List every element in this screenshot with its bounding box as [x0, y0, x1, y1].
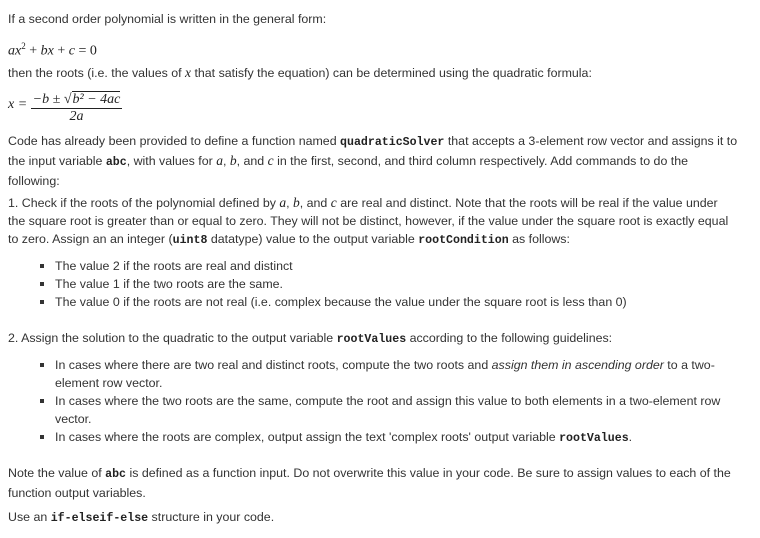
step1-list: [40, 257, 738, 311]
text: are real and distinct. Note that the roots will be real if the value under the square root is greater than or equal to zero. They will not be distinct, however, if the value under the square root is exactly equal to zero. Assign an an integer (: [8, 196, 729, 246]
note-paragraph: [8, 464, 738, 502]
text: according to the following guidelines:: [406, 331, 613, 345]
plus-sign: +: [53, 43, 69, 59]
list-item: The value 0 if the roots are not real (i.e. complex because the value under the square root is less than 0): [40, 293, 738, 311]
coef-b: b: [40, 43, 48, 59]
function-name: quadraticSolver: [340, 136, 445, 149]
text: that accepts a 3-element row vector and assigns it to the input variable: [8, 134, 738, 168]
var-x: x: [15, 43, 22, 59]
intro-text: If a second order polynomial is written in the general form:: [8, 12, 327, 26]
var-b: b: [229, 153, 237, 168]
general-form-equation: [8, 37, 738, 61]
input-variable: abc: [105, 156, 127, 169]
text: 1. Check if the roots of the polynomial defined by: [8, 196, 280, 210]
var-a: a: [279, 195, 287, 210]
list-item: [40, 356, 738, 392]
list-item: In cases where the two roots are the same, compute the root and assign this value to both elements in a two-element row vector.: [40, 392, 738, 428]
text: in the first, second, and third column respectively. Add commands to do the following:: [8, 154, 689, 188]
code-provided-paragraph: [8, 132, 738, 190]
text: structure in your code.: [148, 510, 275, 524]
text: to a two-element row vector.: [55, 358, 715, 390]
step2-list: [40, 356, 738, 448]
text: as follows:: [508, 232, 570, 246]
text: datatype) value to the output variable: [207, 232, 419, 246]
text: .: [628, 430, 633, 444]
output-variable: rootValues: [336, 333, 407, 346]
list-item: The value 1 if the two roots are the same.: [40, 275, 738, 293]
emphasis: assign them in ascending order: [491, 358, 664, 372]
radicand: b² − 4ac: [72, 92, 121, 107]
datatype-name: uint8: [172, 234, 208, 247]
radical-sign: √: [63, 92, 72, 107]
text: is defined as a function input. Do not overwrite this value in your code. Be sure to assign values to each of the function output variables.: [8, 466, 731, 500]
text: , with values for: [126, 154, 217, 168]
final-instruction: [8, 508, 738, 528]
var-c: c: [330, 195, 337, 210]
text: , and: [299, 196, 331, 210]
var-c: c: [267, 153, 274, 168]
text: ,: [286, 196, 294, 210]
coef-c: c: [68, 43, 75, 59]
list-item: [40, 428, 738, 448]
step2-paragraph: [8, 329, 738, 349]
step1-paragraph: [8, 194, 738, 250]
input-variable: abc: [105, 468, 126, 481]
text: that satisfy the equation) can be determined using the quadratic formula:: [191, 66, 592, 80]
equals-zero: = 0: [74, 43, 97, 59]
var-x: x: [185, 65, 192, 80]
plus-sign: +: [25, 43, 41, 59]
numerator-prefix: −b ±: [32, 92, 64, 107]
var-a: a: [216, 153, 223, 168]
text: In cases where there are two real and distinct roots, compute the two roots and: [55, 358, 492, 372]
exponent-2: 2: [21, 41, 26, 51]
text: then the roots (i.e. the values of: [8, 66, 186, 80]
formula-fraction: [31, 92, 123, 124]
text: Use an: [8, 510, 51, 524]
quadratic-formula: [8, 89, 738, 124]
coef-a: a: [8, 43, 15, 59]
structure-name: if-elseif-else: [50, 512, 149, 525]
text: ,: [222, 154, 230, 168]
roots-sentence: [8, 64, 738, 82]
text: 2. Assign the solution to the quadratic to the output variable: [8, 331, 337, 345]
output-variable: rootValues: [559, 432, 629, 445]
formula-lhs: x =: [8, 97, 31, 113]
formula-denominator: 2a: [69, 109, 84, 124]
text: , and: [236, 154, 268, 168]
formula-numerator: [31, 92, 123, 109]
text: Note the value of: [8, 466, 106, 480]
text: In cases where the roots are complex, output assign the text 'complex roots' output variable: [55, 430, 560, 444]
list-item: The value 2 if the roots are real and distinct: [40, 257, 738, 275]
text: Code has already been provided to define a function named: [8, 134, 341, 148]
var-b: b: [293, 195, 300, 210]
var-x: x: [47, 43, 54, 59]
output-variable: rootCondition: [418, 234, 509, 247]
